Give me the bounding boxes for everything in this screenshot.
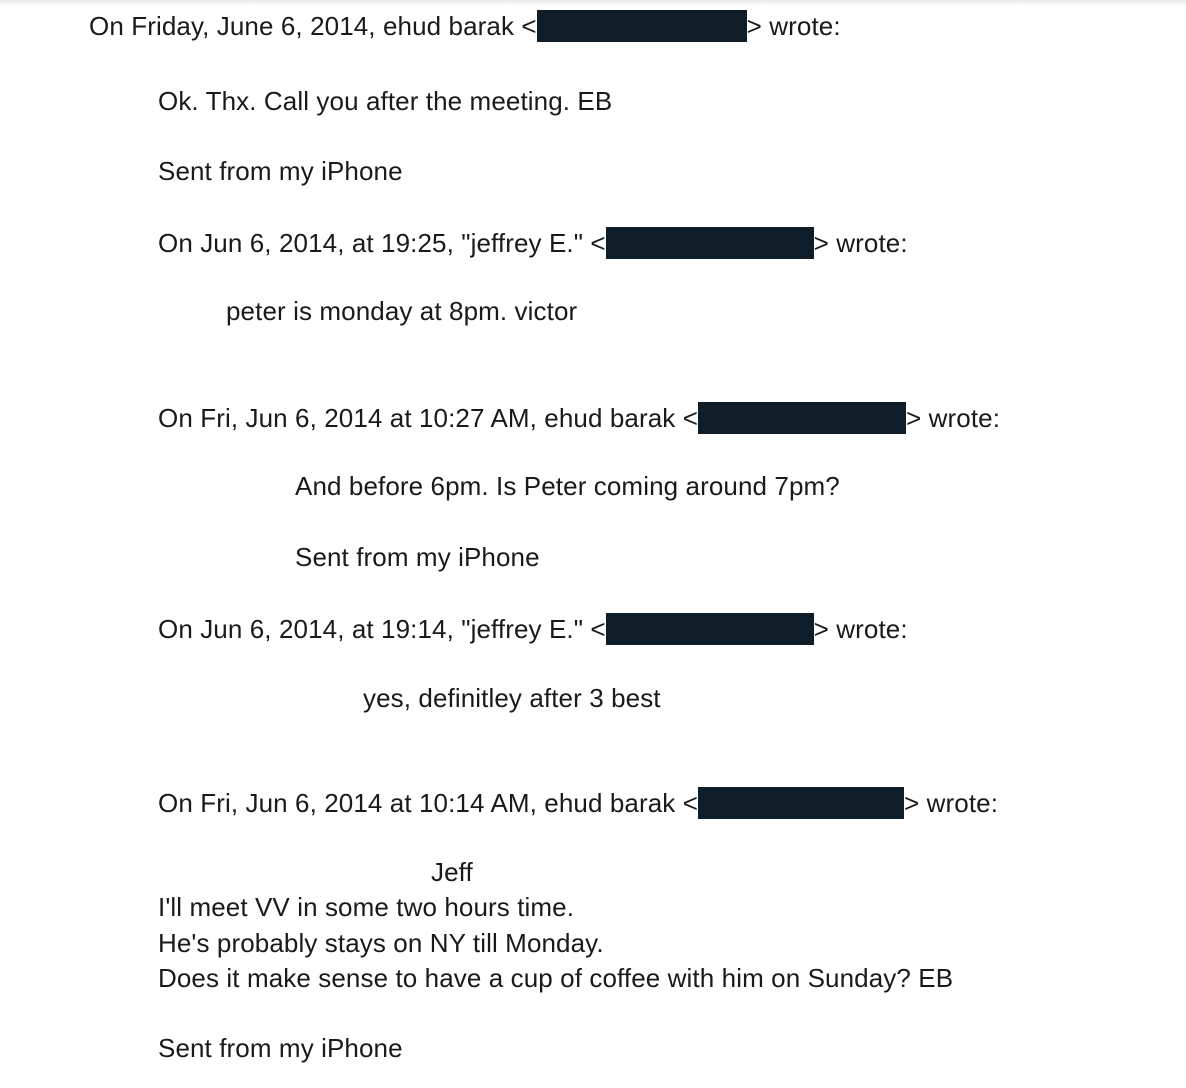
message-5-signature: Sent from my iPhone bbox=[158, 1033, 403, 1063]
message-5-line: Does it make sense to have a cup of coffee with him on Sunday? EB bbox=[158, 963, 954, 993]
message-5-line: I'll meet VV in some two hours time. bbox=[158, 892, 575, 922]
reply-header-2-prefix: On Fri, Jun 6, 2014 at 10:27 AM, ehud barak < bbox=[158, 403, 699, 433]
reply-header-3-suffix: > wrote: bbox=[813, 614, 908, 644]
reply-header-4-suffix: > wrote: bbox=[904, 788, 999, 818]
reply-header-0 bbox=[89, 10, 841, 42]
redacted-email-box bbox=[606, 613, 814, 645]
reply-header-3-prefix: On Jun 6, 2014, at 19:14, "jeffrey E." < bbox=[158, 614, 606, 644]
reply-header-4 bbox=[158, 787, 998, 819]
message-5-greeting: Jeff bbox=[431, 857, 473, 887]
redacted-email-box bbox=[537, 10, 747, 42]
message-3-signature: Sent from my iPhone bbox=[295, 542, 540, 572]
message-5-line: He's probably stays on NY till Monday. bbox=[158, 928, 604, 958]
redacted-email-box bbox=[698, 402, 906, 434]
message-4-body: yes, definitley after 3 best bbox=[363, 683, 661, 713]
reply-header-2-suffix: > wrote: bbox=[906, 403, 1001, 433]
reply-header-1-suffix: > wrote: bbox=[813, 228, 908, 258]
redacted-email-box bbox=[698, 787, 904, 819]
message-1-body: Ok. Thx. Call you after the meeting. EB bbox=[158, 86, 613, 116]
message-1-signature: Sent from my iPhone bbox=[158, 156, 403, 186]
reply-header-3 bbox=[158, 613, 908, 645]
reply-header-4-prefix: On Fri, Jun 6, 2014 at 10:14 AM, ehud barak < bbox=[158, 788, 699, 818]
redacted-email-box bbox=[606, 227, 814, 259]
message-2-body: peter is monday at 8pm. victor bbox=[226, 296, 578, 326]
reply-header-0-prefix: On Friday, June 6, 2014, ehud barak < bbox=[89, 11, 537, 41]
message-3-body: And before 6pm. Is Peter coming around 7pm? bbox=[295, 471, 840, 501]
reply-header-1 bbox=[158, 227, 908, 259]
reply-header-1-prefix: On Jun 6, 2014, at 19:25, "jeffrey E." < bbox=[158, 228, 606, 258]
reply-header-2 bbox=[158, 402, 1000, 434]
reply-header-0-suffix: > wrote: bbox=[746, 11, 841, 41]
